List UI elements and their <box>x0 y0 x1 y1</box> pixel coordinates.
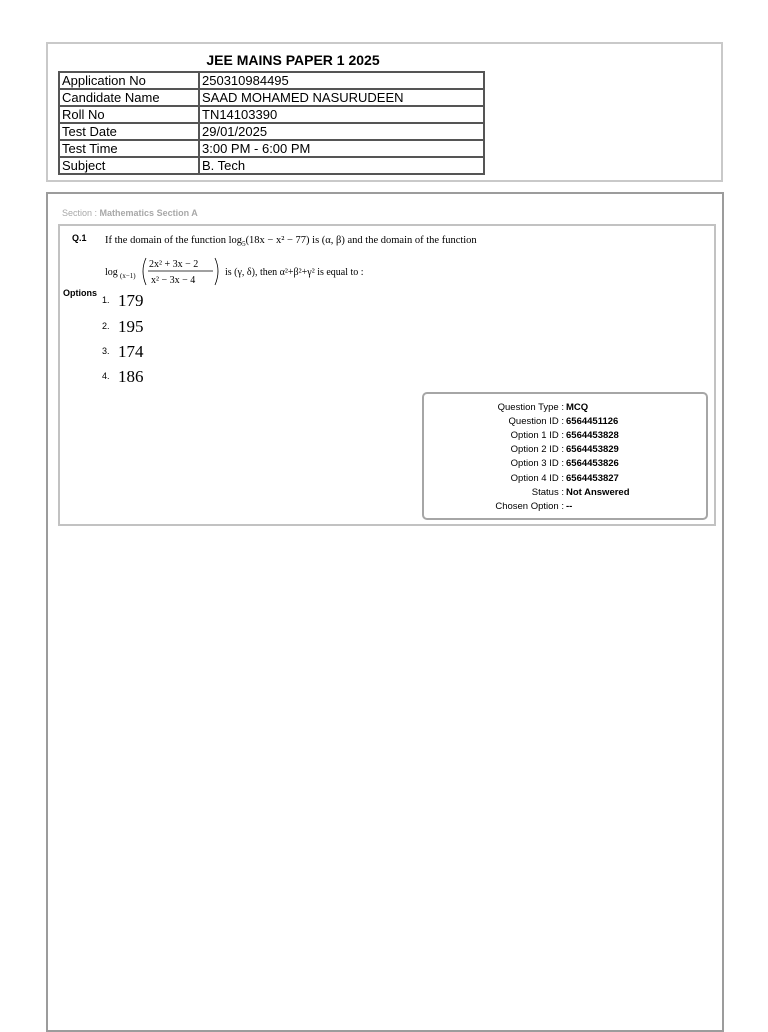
candidate-info-table <box>58 71 485 175</box>
log-arg: (18x − x² − 77) <box>245 235 310 246</box>
option-value: 195 <box>118 317 144 336</box>
meta-row <box>424 487 706 501</box>
table-row <box>59 106 484 123</box>
info-value: 3:00 PM - 6:00 PM <box>199 140 484 157</box>
question-number: Q.1 <box>72 233 87 243</box>
meta-row <box>424 501 706 515</box>
meta-row <box>424 402 706 416</box>
meta-value: 6564453827 <box>566 473 619 484</box>
info-value: TN14103390 <box>199 106 484 123</box>
question-line-2 <box>105 253 705 289</box>
log2-base: (x−1) <box>120 272 136 280</box>
info-label: Subject <box>59 157 199 174</box>
meta-value: Not Answered <box>566 487 630 498</box>
meta-label: Question ID : <box>508 416 564 427</box>
log-func: log <box>228 235 243 246</box>
meta-value: 6564453829 <box>566 444 619 455</box>
info-value: 29/01/2025 <box>199 123 484 140</box>
question-meta-box <box>422 392 708 520</box>
fraction-numerator: 2x² + 3x − 2 <box>149 259 199 270</box>
option-4 <box>102 364 144 384</box>
meta-value: 6564453826 <box>566 458 619 469</box>
question-box <box>58 224 716 526</box>
fraction-denominator: x² − 3x − 4 <box>151 275 196 286</box>
option-3 <box>102 339 144 359</box>
option-value: 174 <box>118 342 144 361</box>
meta-label: Status : <box>531 487 564 498</box>
question-panel <box>46 192 724 1032</box>
info-label: Roll No <box>59 106 199 123</box>
section-name: Mathematics Section A <box>99 208 198 218</box>
info-value: 250310984495 <box>199 72 484 89</box>
meta-label: Chosen Option : <box>495 501 564 512</box>
option-1 <box>102 288 144 308</box>
table-row <box>59 89 484 106</box>
meta-label: Option 1 ID : <box>510 430 564 441</box>
table-row <box>59 157 484 174</box>
info-label: Candidate Name <box>59 89 199 106</box>
info-label: Test Time <box>59 140 199 157</box>
meta-value: -- <box>566 501 573 512</box>
meta-label: Question Type : <box>497 402 564 413</box>
option-number: 2. <box>102 321 110 331</box>
meta-row <box>424 430 706 444</box>
question-prefix: If the domain of the function <box>105 235 227 246</box>
paper-title: JEE MAINS PAPER 1 2025 <box>206 52 380 68</box>
meta-row <box>424 458 706 472</box>
option-number: 3. <box>102 346 110 356</box>
info-value: B. Tech <box>199 157 484 174</box>
option-2 <box>102 314 144 334</box>
meta-row <box>424 416 706 430</box>
meta-row <box>424 444 706 458</box>
section-heading <box>62 208 198 218</box>
question-formula <box>105 253 705 289</box>
right-paren <box>215 258 218 285</box>
option-number: 1. <box>102 295 110 305</box>
section-prefix: Section : <box>62 208 98 218</box>
meta-value: 6564451126 <box>566 416 619 427</box>
table-row <box>59 140 484 157</box>
question-mid: is (α, β) and the domain of the function <box>312 235 477 246</box>
meta-label: Option 3 ID : <box>510 458 564 469</box>
left-paren <box>143 258 146 285</box>
question-line-1 <box>105 234 705 251</box>
meta-label: Option 4 ID : <box>510 473 564 484</box>
candidate-header <box>46 42 723 182</box>
table-row <box>59 72 484 89</box>
option-value: 186 <box>118 367 144 386</box>
option-number: 4. <box>102 371 110 381</box>
meta-value: 6564453828 <box>566 430 619 441</box>
meta-row <box>424 473 706 487</box>
option-value: 179 <box>118 291 144 310</box>
log-base: 5 <box>242 240 246 249</box>
log2-func: log <box>105 267 118 278</box>
info-label: Test Date <box>59 123 199 140</box>
options-label: Options <box>63 288 97 298</box>
meta-value: MCQ <box>566 402 589 413</box>
question-suffix: is (γ, δ), then α²+β²+γ² is equal to : <box>225 267 364 278</box>
meta-label: Option 2 ID : <box>510 444 564 455</box>
info-value: SAAD MOHAMED NASURUDEEN <box>199 89 484 106</box>
info-label: Application No <box>59 72 199 89</box>
table-row <box>59 123 484 140</box>
